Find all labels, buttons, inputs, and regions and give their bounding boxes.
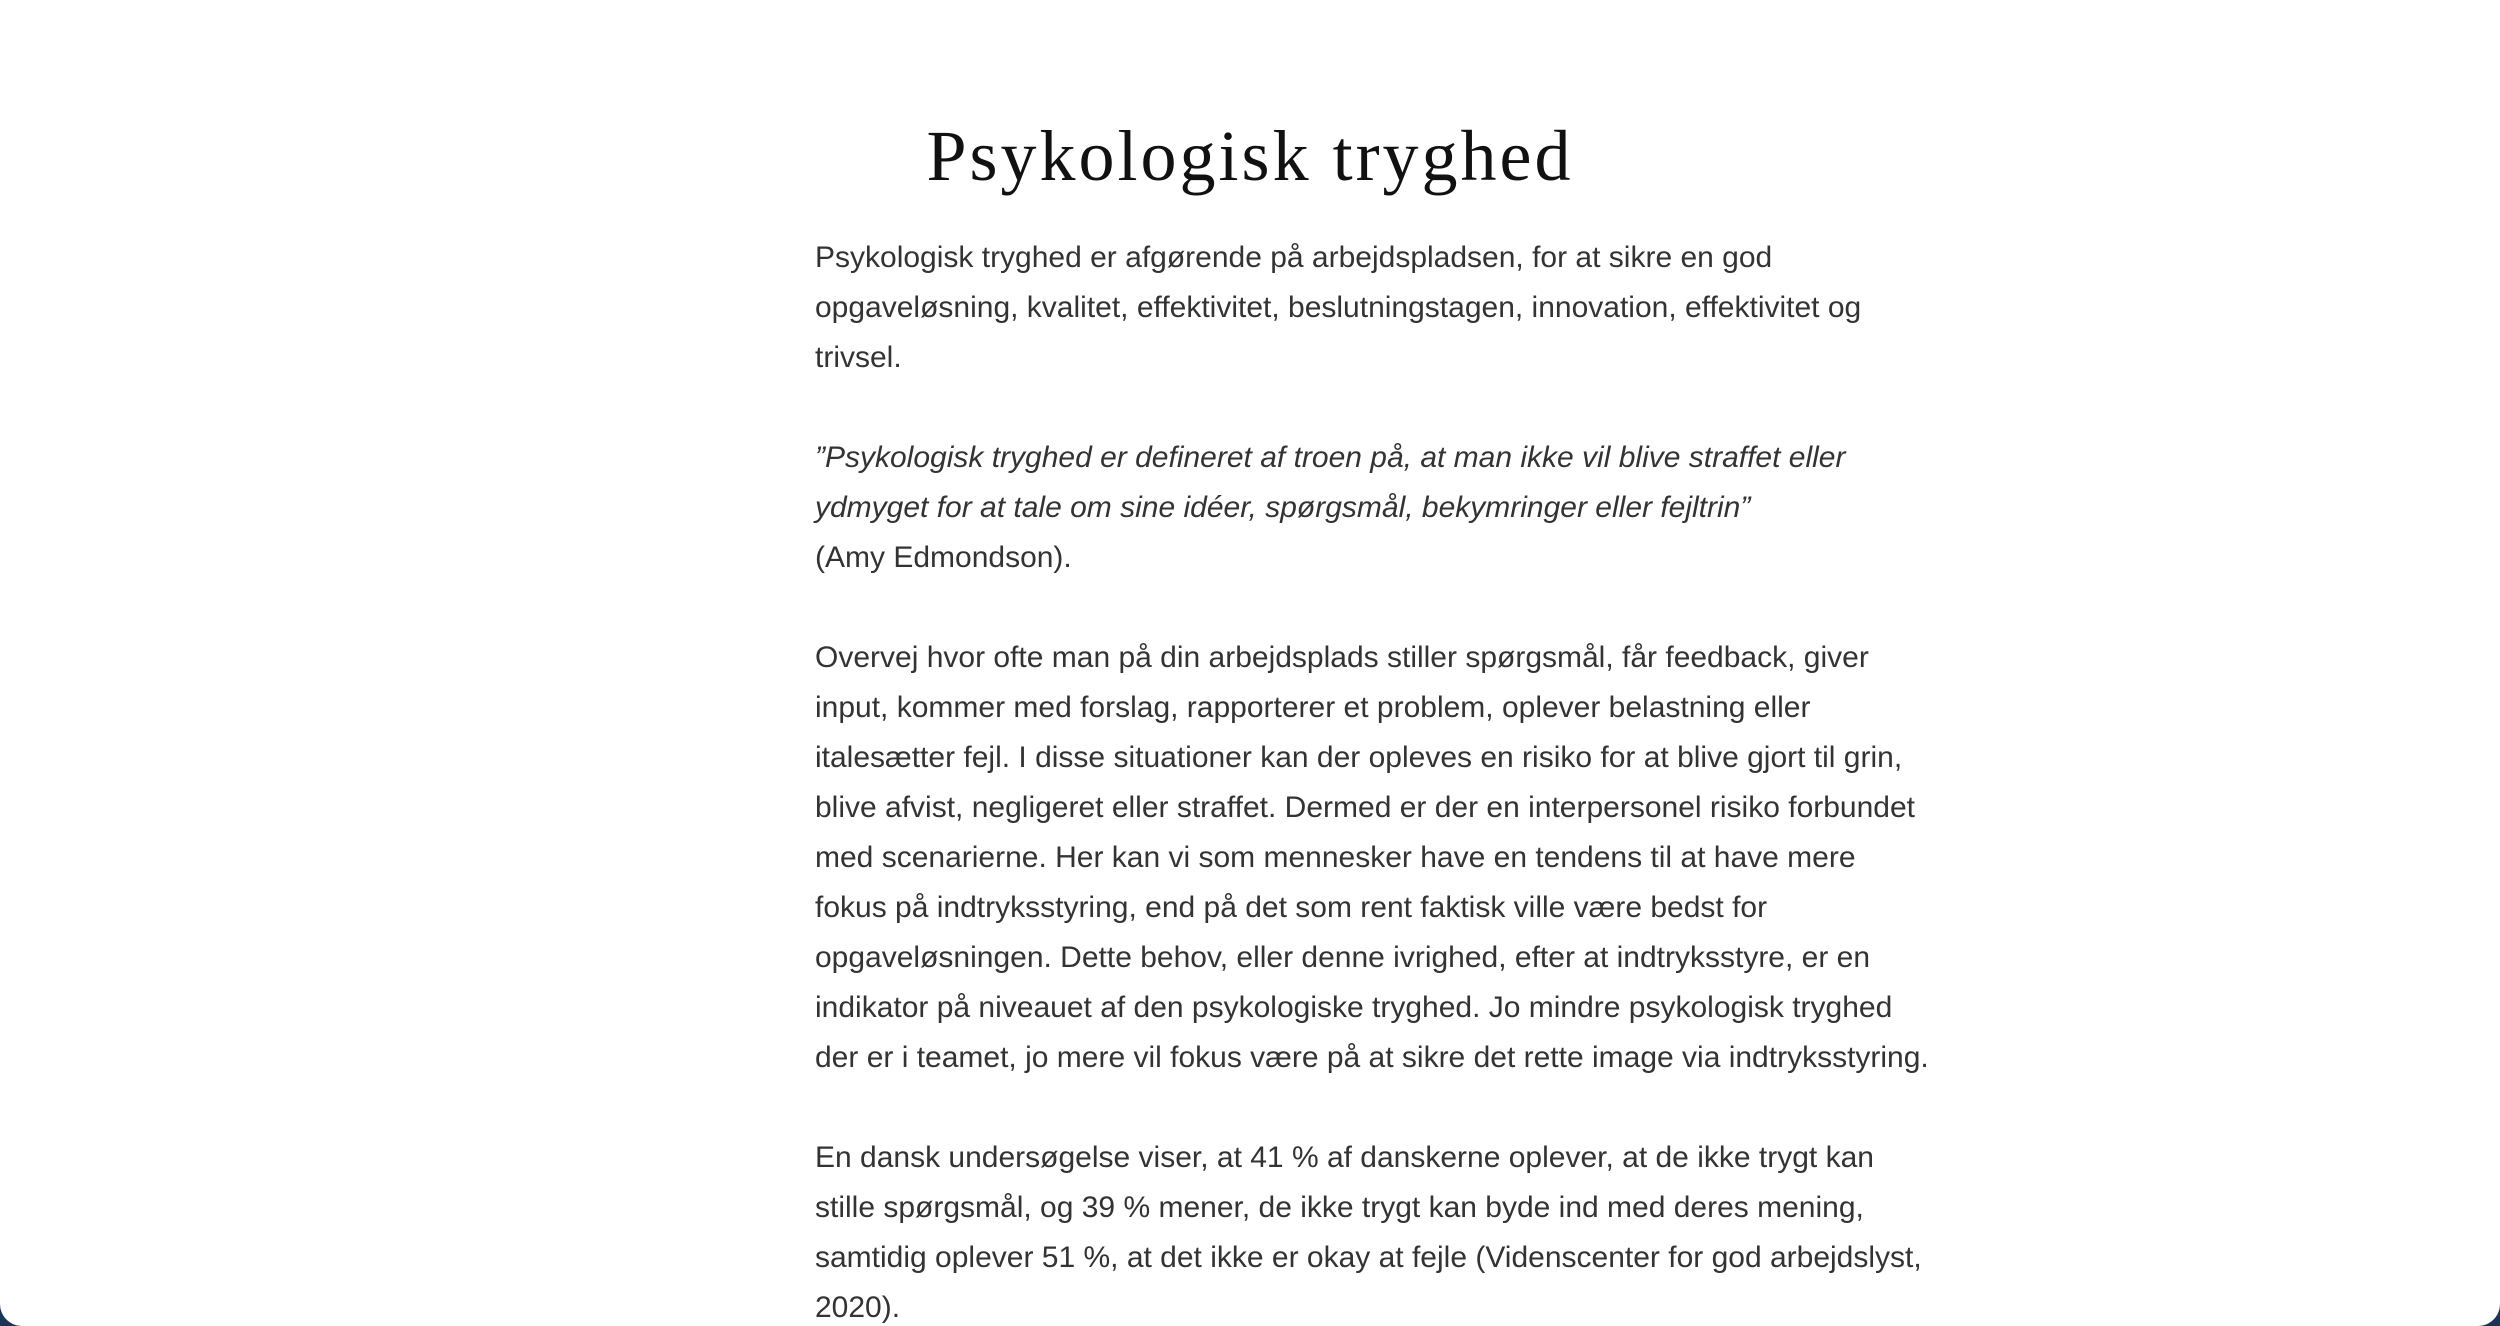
text-line: der er i teamet, jo mere vil fokus være på at sikre det rette image via indtryksstyring. <box>815 1041 1929 1074</box>
text-line: En dansk undersøgelse viser, at 41 % af danskerne oplever, at de ikke trygt kan <box>815 1141 1874 1174</box>
page-title: Psykologisk tryghed <box>926 116 1574 196</box>
text-line: opgaveløsningen. Dette behov, eller denne ivrighed, efter at indtryksstyre, er en <box>815 941 1871 974</box>
text-line: indikator på niveauet af den psykologiske tryghed. Jo mindre psykologisk tryghed <box>815 991 1893 1024</box>
text-line: 2020). <box>815 1291 901 1324</box>
statistics-paragraph <box>815 1133 2015 1326</box>
article-body <box>815 233 2015 1326</box>
quote-line: ”Psykologisk tryghed er defineret af troen på, at man ikke vil blive straffet eller <box>815 441 1846 474</box>
text-line: fokus på indtryksstyring, end på det som rent faktisk ville være bedst for <box>815 891 1768 924</box>
quote-line: ydmyget for at tale om sine idéer, spørgsmål, bekymringer eller fejltrin” <box>815 491 1751 524</box>
intro-paragraph <box>815 233 2015 383</box>
text-line: opgaveløsning, kvalitet, effektivitet, beslutningstagen, innovation, effektivitet og <box>815 291 1862 324</box>
quote-paragraph <box>815 433 2015 583</box>
text-line: input, kommer med forslag, rapporterer et problem, oplever belastning eller <box>815 691 1811 724</box>
text-line: med scenarierne. Her kan vi som mennesker have en tendens til at have mere <box>815 841 1856 874</box>
text-line: trivsel. <box>815 341 902 374</box>
text-line: Psykologisk tryghed er afgørende på arbejdspladsen, for at sikre en god <box>815 241 1773 274</box>
text-line: Overvej hvor ofte man på din arbejdsplads stiller spørgsmål, får feedback, giver <box>815 641 1869 674</box>
quote-attribution: (Amy Edmondson). <box>815 541 1072 574</box>
text-line: samtidig oplever 51 %, at det ikke er okay at fejle (Videnscenter for god arbejdslyst, <box>815 1241 1922 1274</box>
text-line: stille spørgsmål, og 39 % mener, de ikke trygt kan byde ind med deres mening, <box>815 1191 1864 1224</box>
text-line: blive afvist, negligeret eller straffet. Dermed er der en interpersonel risiko forbundet <box>815 791 1915 824</box>
text-line: italesætter fejl. I disse situationer kan der opleves en risiko for at blive gjort til grin, <box>815 741 1903 774</box>
body-paragraph <box>815 633 2015 1083</box>
